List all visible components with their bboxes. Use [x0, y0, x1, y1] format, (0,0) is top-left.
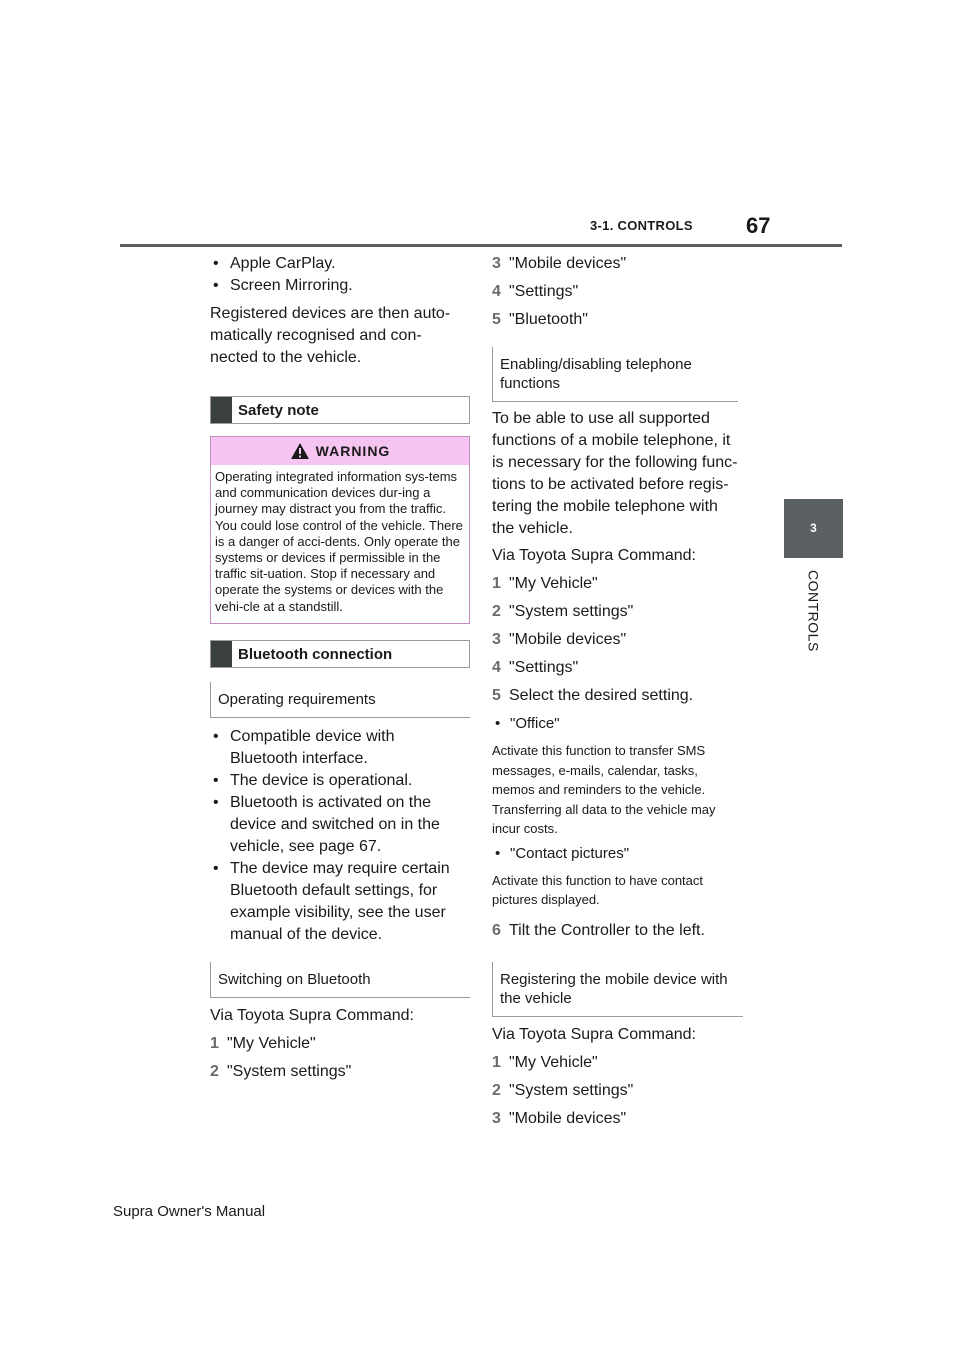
- step-item: 2 "System settings": [492, 603, 634, 620]
- office-note: Activate this function to transfer SMS messages, e-mails, calendar, tasks, memos and reminders to the vehicle. Transferring all data to the vehicle may incur costs.: [492, 743, 716, 836]
- warning-header: WARNING: [211, 437, 469, 465]
- warning-box: [210, 436, 470, 624]
- step-item: 3 "Mobile devices": [492, 255, 627, 272]
- switching-on-bluetooth-heading: Switching on Bluetooth: [210, 962, 470, 998]
- via-command-text: Via Toyota Supra Command:: [210, 1006, 414, 1024]
- step-item: 2 "System settings": [210, 1062, 352, 1080]
- via-command-text: Via Toyota Supra Command:: [492, 1025, 696, 1043]
- intro-paragraph: Registered devices are then auto-matically recognised and con-nected to the vehicle.: [210, 305, 451, 366]
- step-item: 6 Tilt the Controller to the left.: [492, 921, 705, 939]
- step-item: 3 "Mobile devices": [492, 1109, 627, 1127]
- page-number: 67: [746, 213, 771, 238]
- registering-device-heading: Registering the mobile device with the vehicle: [492, 962, 743, 1017]
- step-item: 5 Select the desired setting.: [492, 687, 694, 704]
- step-item: 1 "My Vehicle": [210, 1034, 316, 1052]
- bullet-item: • Bluetooth is activated on the device and switched on in the vehicle, see page 67.: [210, 792, 455, 858]
- section-title: 3-1. CONTROLS: [590, 218, 693, 233]
- bullet-item: • The device is operational.: [210, 770, 470, 792]
- option-office: • "Office": [492, 713, 750, 735]
- step-item: 2 "System settings": [492, 1081, 634, 1099]
- warning-triangle-icon: [290, 442, 310, 460]
- chapter-tab: 3: [784, 499, 843, 558]
- bullet-item: • Compatible device with Bluetooth interface.: [210, 726, 445, 770]
- via-command-text: Via Toyota Supra Command:: [492, 547, 696, 564]
- left-column: [210, 253, 470, 1089]
- enable-paragraph: To be able to use all supported functions of a mobile telephone, it is necessary for the following func-tions to be activated before regis-tering the mobile telephone with the vehicle.: [492, 410, 738, 537]
- step-item: 4 "Settings": [492, 659, 579, 676]
- step-item: 1 "My Vehicle": [492, 575, 598, 592]
- option-contact-pictures: • "Contact pictures": [492, 843, 750, 865]
- bluetooth-connection-heading: Bluetooth connection: [210, 640, 470, 668]
- heading-marker: [211, 641, 232, 667]
- header-divider: [120, 244, 842, 247]
- contact-note: Activate this function to have contact pictures displayed.: [492, 872, 704, 907]
- enabling-telephone-functions-heading: Enabling/disabling telephone functions: [492, 347, 738, 402]
- heading-marker: [211, 397, 232, 423]
- step-item: 5 "Bluetooth": [492, 311, 588, 328]
- warning-text: Operating integrated information sys-tems and communication devices dur-ing a journey may distract you from the traffic. You could lose control of the vehicle. There is a danger of acci-dents. Only operate the systems or devices if permissible in the traffic sit-uation. Stop if necessary and operate the systems or devices with the vehi-cle at a standstill.: [215, 469, 463, 614]
- safety-note-heading: Safety note: [210, 396, 470, 424]
- operating-requirements-heading: Operating requirements: [210, 682, 470, 718]
- footer-text: Supra Owner's Manual: [113, 1203, 266, 1220]
- bullet-item: • The device may require certain Bluetooth default settings, for example visibility, see the user manual of the device.: [210, 858, 465, 946]
- step-item: 4 "Settings": [492, 283, 579, 300]
- chapter-label: CONTROLS: [805, 570, 822, 652]
- bullet-item: • Screen Mirroring.: [210, 275, 470, 297]
- bullet-item: • Apple CarPlay.: [210, 253, 470, 275]
- step-item: 3 "Mobile devices": [492, 631, 627, 648]
- right-column: [492, 253, 750, 1136]
- step-item: 1 "My Vehicle": [492, 1053, 598, 1071]
